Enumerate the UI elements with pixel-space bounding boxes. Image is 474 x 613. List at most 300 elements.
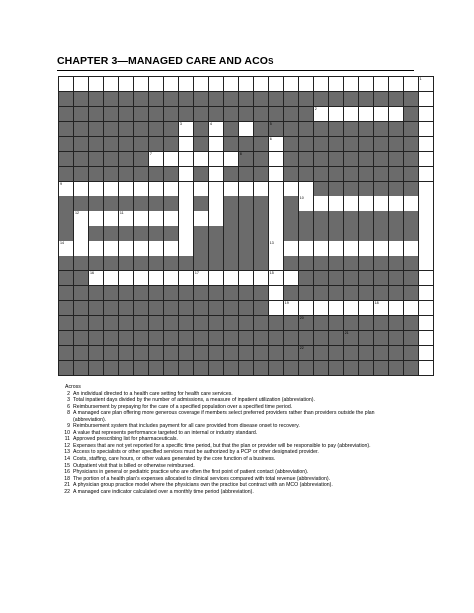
grid-cell-open[interactable]	[359, 196, 373, 210]
grid-cell-blocked	[119, 92, 133, 106]
grid-cell-blocked	[404, 256, 418, 270]
grid-cell-blocked	[254, 167, 268, 181]
grid-cell-open[interactable]	[59, 77, 73, 91]
grid-cell-open[interactable]	[89, 271, 103, 285]
clue-text: Reimbursement by prepaying for the care of a specified population over a specified time period.	[73, 403, 293, 410]
grid-cell-blocked	[404, 167, 418, 181]
grid-cell-blocked	[59, 226, 73, 240]
grid-cell-blocked	[404, 226, 418, 240]
grid-cell-open[interactable]	[329, 196, 343, 210]
grid-cell-blocked	[134, 196, 148, 210]
grid-cell-blocked	[404, 286, 418, 300]
cell-number: 10	[299, 196, 304, 201]
grid-cell-open[interactable]	[134, 182, 148, 196]
grid-cell-open[interactable]	[59, 241, 73, 255]
grid-cell-blocked	[389, 211, 403, 225]
grid-cell-blocked	[179, 346, 193, 360]
grid-cell-open[interactable]	[74, 211, 88, 225]
grid-cell-open[interactable]	[389, 301, 403, 315]
grid-cell-open[interactable]	[179, 152, 193, 166]
grid-cell-open[interactable]	[164, 241, 178, 255]
grid-cell-blocked	[404, 316, 418, 330]
clue-number: 18	[64, 475, 70, 482]
grid-cell-open[interactable]	[209, 211, 223, 225]
grid-cell-blocked	[224, 137, 238, 151]
grid-cell-open[interactable]	[299, 241, 313, 255]
grid-cell-open[interactable]	[209, 137, 223, 151]
grid-cell-open[interactable]	[269, 226, 283, 240]
grid-cell-open[interactable]	[404, 77, 418, 91]
grid-cell-open[interactable]	[179, 182, 193, 196]
grid-cell-open[interactable]	[89, 211, 103, 225]
grid-cell-open[interactable]	[284, 271, 298, 285]
grid-cell-blocked	[389, 331, 403, 345]
grid-cell-blocked	[314, 346, 328, 360]
grid-cell-blocked	[134, 107, 148, 121]
grid-cell-open[interactable]	[314, 241, 328, 255]
grid-cell-blocked	[149, 92, 163, 106]
grid-cell-open[interactable]	[254, 271, 268, 285]
grid-cell-blocked	[344, 346, 358, 360]
grid-cell-blocked	[359, 361, 373, 375]
grid-cell-open[interactable]	[149, 211, 163, 225]
grid-cell-blocked	[134, 152, 148, 166]
grid-cell-blocked	[224, 286, 238, 300]
grid-cell-open[interactable]	[419, 77, 433, 91]
grid-cell-open[interactable]	[419, 107, 433, 121]
grid-cell-open[interactable]	[419, 331, 433, 345]
grid-cell-blocked	[209, 361, 223, 375]
grid-cell-blocked	[314, 182, 328, 196]
grid-cell-blocked	[299, 211, 313, 225]
grid-cell-open[interactable]	[374, 196, 388, 210]
grid-cell-blocked	[59, 107, 73, 121]
grid-cell-open[interactable]	[344, 301, 358, 315]
grid-cell-blocked	[329, 316, 343, 330]
grid-cell-blocked	[239, 301, 253, 315]
grid-cell-open[interactable]	[284, 77, 298, 91]
grid-cell-blocked	[149, 122, 163, 136]
grid-cell-open[interactable]	[419, 361, 433, 375]
cell-number: 16	[89, 271, 94, 276]
grid-cell-open[interactable]	[254, 182, 268, 196]
grid-cell-open[interactable]	[74, 226, 88, 240]
grid-cell-blocked	[224, 241, 238, 255]
page-title	[57, 55, 274, 67]
grid-cell-open[interactable]	[419, 316, 433, 330]
clue-number: 2	[67, 390, 70, 397]
grid-cell-blocked	[74, 167, 88, 181]
grid-cell-open[interactable]	[389, 107, 403, 121]
grid-cell-open[interactable]	[179, 167, 193, 181]
grid-cell-blocked	[224, 346, 238, 360]
grid-cell-open[interactable]	[269, 196, 283, 210]
grid-cell-open[interactable]	[104, 211, 118, 225]
grid-cell-open[interactable]	[359, 107, 373, 121]
grid-cell-blocked	[284, 286, 298, 300]
grid-cell-open[interactable]	[344, 77, 358, 91]
grid-cell-blocked	[104, 346, 118, 360]
grid-cell-blocked	[359, 331, 373, 345]
grid-cell-blocked	[164, 286, 178, 300]
grid-cell-blocked	[134, 286, 148, 300]
grid-cell-open[interactable]	[374, 107, 388, 121]
grid-cell-blocked	[149, 196, 163, 210]
grid-cell-blocked	[254, 286, 268, 300]
grid-cell-open[interactable]	[404, 241, 418, 255]
grid-cell-open[interactable]	[419, 301, 433, 315]
grid-cell-blocked	[194, 167, 208, 181]
grid-cell-open[interactable]	[344, 196, 358, 210]
grid-cell-blocked	[74, 137, 88, 151]
grid-cell-open[interactable]	[269, 182, 283, 196]
grid-cell-open[interactable]	[419, 182, 433, 196]
grid-cell-open[interactable]	[239, 77, 253, 91]
clue-number: 15	[64, 462, 70, 469]
grid-cell-open[interactable]	[164, 211, 178, 225]
grid-cell-blocked	[179, 361, 193, 375]
grid-cell-blocked	[89, 256, 103, 270]
grid-cell-blocked	[239, 167, 253, 181]
grid-cell-blocked	[359, 226, 373, 240]
grid-cell-blocked	[194, 241, 208, 255]
grid-cell-blocked	[89, 122, 103, 136]
grid-cell-open[interactable]	[119, 182, 133, 196]
grid-cell-open[interactable]	[359, 301, 373, 315]
grid-cell-open[interactable]	[134, 211, 148, 225]
grid-cell-open[interactable]	[149, 77, 163, 91]
grid-cell-open[interactable]	[74, 241, 88, 255]
grid-cell-blocked	[299, 331, 313, 345]
grid-cell-open[interactable]	[269, 152, 283, 166]
grid-cell-open[interactable]	[119, 241, 133, 255]
grid-cell-blocked	[284, 92, 298, 106]
grid-cell-blocked	[119, 346, 133, 360]
grid-cell-open[interactable]	[104, 271, 118, 285]
cell-number: 8	[239, 151, 242, 156]
clue-text: A value that represents performance targeted to an internal or industry standard.	[73, 429, 258, 436]
grid-cell-blocked	[359, 211, 373, 225]
grid-cell-open[interactable]	[194, 271, 208, 285]
grid-cell-open[interactable]	[239, 271, 253, 285]
grid-cell-blocked	[374, 167, 388, 181]
grid-cell-open[interactable]	[269, 256, 283, 270]
grid-cell-blocked	[224, 361, 238, 375]
grid-cell-blocked	[359, 92, 373, 106]
grid-cell-open[interactable]	[164, 77, 178, 91]
grid-cell-blocked	[404, 122, 418, 136]
grid-cell-open[interactable]	[269, 271, 283, 285]
grid-cell-blocked	[209, 241, 223, 255]
grid-cell-blocked	[374, 137, 388, 151]
grid-cell-blocked	[194, 346, 208, 360]
clue-text: Expenses that are not yet reported for a specific time period, but that the plan or provider will be responsible to pay (abbreviation).	[73, 442, 371, 449]
cell-number: 5	[269, 121, 272, 126]
grid-cell-open[interactable]	[164, 182, 178, 196]
clue-text: Physicians in general or pediatric practice who are often the first point of patient contact (abbreviation).	[73, 469, 309, 476]
grid-cell-open[interactable]	[374, 301, 388, 315]
grid-cell-blocked	[74, 196, 88, 210]
grid-cell-open[interactable]	[179, 122, 193, 136]
grid-cell-open[interactable]	[194, 211, 208, 225]
grid-cell-open[interactable]	[179, 137, 193, 151]
grid-cell-open[interactable]	[254, 77, 268, 91]
grid-cell-open[interactable]	[314, 77, 328, 91]
grid-cell-open[interactable]	[269, 211, 283, 225]
grid-cell-blocked	[254, 122, 268, 136]
grid-cell-blocked	[209, 301, 223, 315]
grid-cell-open[interactable]	[239, 182, 253, 196]
grid-cell-open[interactable]	[209, 122, 223, 136]
cell-number: 20	[299, 315, 304, 320]
grid-cell-blocked	[299, 256, 313, 270]
grid-cell-open[interactable]	[194, 77, 208, 91]
grid-cell-open[interactable]	[344, 107, 358, 121]
grid-cell-open[interactable]	[209, 196, 223, 210]
grid-cell-open[interactable]	[269, 137, 283, 151]
grid-cell-blocked	[164, 331, 178, 345]
cell-number: 15	[269, 271, 274, 276]
grid-cell-open[interactable]	[299, 196, 313, 210]
grid-cell-blocked	[164, 167, 178, 181]
grid-cell-blocked	[299, 286, 313, 300]
grid-cell-blocked	[194, 256, 208, 270]
grid-cell-open[interactable]	[149, 152, 163, 166]
grid-cell-blocked	[134, 346, 148, 360]
grid-cell-blocked	[299, 316, 313, 330]
grid-cell-open[interactable]	[179, 226, 193, 240]
grid-cell-open[interactable]	[299, 301, 313, 315]
grid-cell-open[interactable]	[344, 241, 358, 255]
grid-cell-open[interactable]	[269, 301, 283, 315]
grid-cell-open[interactable]	[179, 211, 193, 225]
cell-number: 11	[119, 211, 124, 216]
cell-number: 9	[60, 181, 62, 186]
grid-cell-open[interactable]	[359, 77, 373, 91]
grid-cell-open[interactable]	[269, 241, 283, 255]
grid-cell-open[interactable]	[299, 182, 313, 196]
grid-cell-blocked	[299, 226, 313, 240]
grid-cell-open[interactable]	[164, 271, 178, 285]
grid-cell-open[interactable]	[209, 182, 223, 196]
grid-cell-open[interactable]	[269, 286, 283, 300]
grid-cell-open[interactable]	[419, 226, 433, 240]
grid-cell-open[interactable]	[164, 152, 178, 166]
grid-cell-open[interactable]	[284, 241, 298, 255]
grid-cell-open[interactable]	[404, 196, 418, 210]
grid-cell-blocked	[104, 361, 118, 375]
grid-cell-open[interactable]	[134, 271, 148, 285]
grid-cell-blocked	[179, 301, 193, 315]
grid-cell-open[interactable]	[389, 241, 403, 255]
clue-text: Approved prescribing list for pharmaceuticals.	[73, 436, 178, 443]
grid-cell-open[interactable]	[179, 241, 193, 255]
grid-cell-open[interactable]	[209, 271, 223, 285]
grid-cell-blocked	[119, 361, 133, 375]
clue-text: Access to specialists or other specified services must be authorized by a PCP or other designated provider.	[73, 449, 319, 456]
grid-cell-open[interactable]	[329, 107, 343, 121]
grid-cell-open[interactable]	[74, 77, 88, 91]
grid-cell-blocked	[344, 167, 358, 181]
grid-cell-open[interactable]	[389, 196, 403, 210]
grid-cell-open[interactable]	[374, 77, 388, 91]
grid-cell-open[interactable]	[284, 301, 298, 315]
grid-cell-open[interactable]	[419, 122, 433, 136]
grid-cell-blocked	[104, 331, 118, 345]
grid-cell-blocked	[329, 137, 343, 151]
grid-cell-blocked	[314, 286, 328, 300]
grid-cell-open[interactable]	[419, 196, 433, 210]
grid-cell-blocked	[224, 122, 238, 136]
grid-cell-blocked	[254, 346, 268, 360]
grid-cell-blocked	[359, 137, 373, 151]
grid-cell-open[interactable]	[329, 77, 343, 91]
grid-cell-open[interactable]	[104, 182, 118, 196]
grid-cell-open[interactable]	[104, 77, 118, 91]
grid-cell-open[interactable]	[194, 182, 208, 196]
grid-cell-open[interactable]	[419, 286, 433, 300]
grid-cell-blocked	[179, 331, 193, 345]
grid-cell-open[interactable]	[224, 182, 238, 196]
grid-cell-open[interactable]	[419, 241, 433, 255]
grid-cell-blocked	[299, 167, 313, 181]
grid-cell-blocked	[344, 211, 358, 225]
grid-cell-blocked	[59, 167, 73, 181]
clue-text: Total inpatient days divided by the number of admissions, a measure of inpatient utilization (abbreviation).	[73, 397, 315, 404]
clue-text: A managed care plan offering more generous coverage if members select preferred providers rather than providers outside the plan	[73, 410, 375, 417]
clue-number: 9	[67, 423, 70, 430]
grid-cell-open[interactable]	[419, 271, 433, 285]
clue-number: 21	[64, 482, 70, 489]
grid-cell-open[interactable]	[269, 77, 283, 91]
grid-cell-blocked	[89, 226, 103, 240]
grid-cell-open[interactable]	[239, 122, 253, 136]
grid-cell-blocked	[89, 92, 103, 106]
grid-cell-blocked	[314, 122, 328, 136]
grid-cell-open[interactable]	[209, 77, 223, 91]
clue-number: 16	[64, 469, 70, 476]
grid-cell-blocked	[74, 316, 88, 330]
grid-cell-open[interactable]	[134, 77, 148, 91]
grid-cell-open[interactable]	[89, 182, 103, 196]
grid-cell-blocked	[284, 167, 298, 181]
grid-cell-open[interactable]	[89, 241, 103, 255]
grid-cell-open[interactable]	[284, 182, 298, 196]
grid-cell-blocked	[254, 241, 268, 255]
grid-cell-blocked	[374, 211, 388, 225]
grid-cell-blocked	[344, 152, 358, 166]
grid-cell-open[interactable]	[419, 152, 433, 166]
grid-cell-blocked	[89, 152, 103, 166]
grid-cell-blocked	[389, 167, 403, 181]
grid-cell-open[interactable]	[419, 346, 433, 360]
grid-cell-open[interactable]	[149, 271, 163, 285]
grid-cell-open[interactable]	[389, 77, 403, 91]
grid-cell-blocked	[164, 301, 178, 315]
grid-cell-open[interactable]	[314, 107, 328, 121]
clue-number: 10	[64, 429, 70, 436]
grid-cell-open[interactable]	[314, 301, 328, 315]
grid-cell-open[interactable]	[224, 152, 238, 166]
grid-cell-blocked	[254, 196, 268, 210]
grid-cell-blocked	[224, 256, 238, 270]
grid-cell-open[interactable]	[269, 167, 283, 181]
grid-cell-open[interactable]	[119, 77, 133, 91]
grid-cell-open[interactable]	[179, 77, 193, 91]
grid-cell-blocked	[404, 92, 418, 106]
grid-cell-open[interactable]	[419, 137, 433, 151]
grid-cell-open[interactable]	[404, 301, 418, 315]
grid-cell-blocked	[314, 211, 328, 225]
grid-cell-blocked	[74, 271, 88, 285]
grid-cell-open[interactable]	[59, 182, 73, 196]
grid-cell-open[interactable]	[179, 196, 193, 210]
grid-cell-blocked	[134, 256, 148, 270]
grid-cell-blocked	[314, 137, 328, 151]
grid-cell-blocked	[344, 316, 358, 330]
grid-cell-open[interactable]	[134, 241, 148, 255]
grid-cell-open[interactable]	[419, 167, 433, 181]
grid-cell-open[interactable]	[149, 182, 163, 196]
grid-cell-blocked	[104, 196, 118, 210]
grid-cell-blocked	[119, 316, 133, 330]
grid-cell-blocked	[134, 361, 148, 375]
grid-cell-open[interactable]	[74, 182, 88, 196]
grid-cell-blocked	[239, 316, 253, 330]
grid-cell-open[interactable]	[209, 152, 223, 166]
grid-cell-blocked	[254, 211, 268, 225]
grid-cell-open[interactable]	[209, 167, 223, 181]
grid-cell-open[interactable]	[104, 241, 118, 255]
grid-cell-open[interactable]	[224, 77, 238, 91]
grid-cell-blocked	[329, 361, 343, 375]
grid-cell-blocked	[104, 152, 118, 166]
grid-cell-blocked	[404, 182, 418, 196]
grid-cell-open[interactable]	[359, 241, 373, 255]
grid-cell-open[interactable]	[149, 241, 163, 255]
grid-cell-blocked	[299, 122, 313, 136]
grid-cell-blocked	[389, 226, 403, 240]
grid-cell-open[interactable]	[119, 211, 133, 225]
clue-number: 8	[67, 410, 70, 417]
grid-cell-blocked	[149, 226, 163, 240]
grid-cell-open[interactable]	[374, 241, 388, 255]
grid-cell-blocked	[164, 122, 178, 136]
grid-cell-blocked	[374, 226, 388, 240]
grid-cell-open[interactable]	[194, 152, 208, 166]
cell-number: 21	[344, 330, 349, 335]
grid-cell-open[interactable]	[119, 271, 133, 285]
grid-cell-open[interactable]	[224, 271, 238, 285]
grid-cell-blocked	[209, 331, 223, 345]
grid-cell-blocked	[119, 167, 133, 181]
grid-cell-blocked	[89, 301, 103, 315]
grid-cell-open[interactable]	[314, 196, 328, 210]
grid-cell-open[interactable]	[329, 241, 343, 255]
grid-cell-open[interactable]	[419, 211, 433, 225]
grid-cell-blocked	[119, 107, 133, 121]
grid-cell-open[interactable]	[419, 92, 433, 106]
grid-cell-open[interactable]	[299, 77, 313, 91]
grid-cell-open[interactable]	[329, 301, 343, 315]
grid-cell-blocked	[314, 226, 328, 240]
grid-cell-open[interactable]	[419, 256, 433, 270]
grid-cell-blocked	[224, 316, 238, 330]
cell-number: 22	[299, 345, 304, 350]
grid-cell-open[interactable]	[179, 271, 193, 285]
grid-cell-open[interactable]	[89, 77, 103, 91]
cell-number: 19	[284, 300, 289, 305]
